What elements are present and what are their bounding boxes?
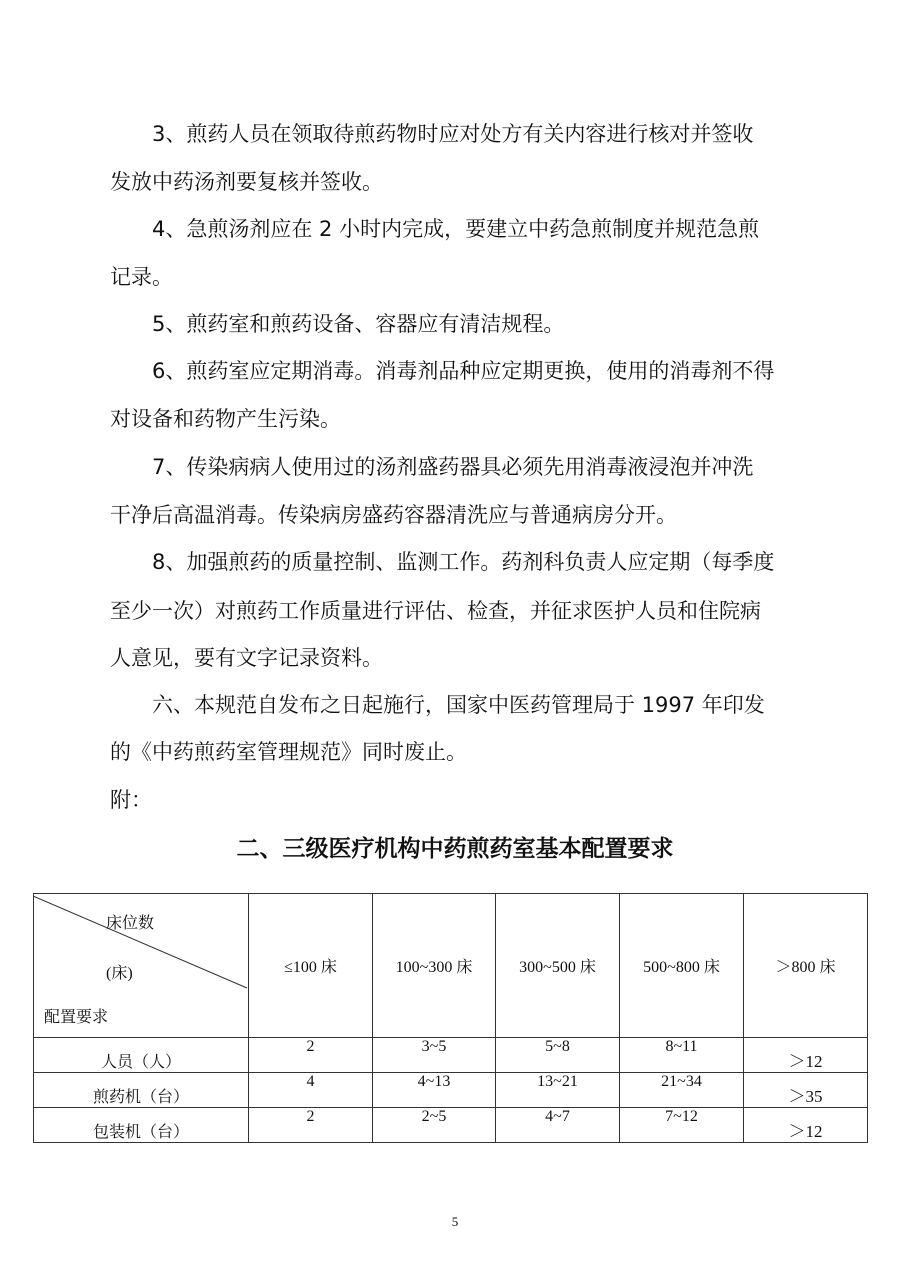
table-cell: 2	[249, 1038, 373, 1073]
paragraph-line: 8、加强煎药的质量控制、监测工作。药剂科负责人应定期（每季度	[152, 550, 775, 574]
table-cell: ＞12	[744, 1038, 868, 1073]
column-header: ＞800 床	[744, 894, 868, 1038]
table-cell: 4	[249, 1073, 373, 1108]
table-cell: 3~5	[373, 1038, 496, 1073]
paragraph-line: 的《中药煎药室管理规范》同时废止。	[110, 740, 467, 764]
paragraph-line: 6、煎药室应定期消毒。消毒剂品种应定期更换，使用的消毒剂不得	[152, 359, 775, 383]
table-title: 二、三级医疗机构中药煎药室基本配置要求	[236, 836, 674, 862]
table-cell: 2~5	[373, 1108, 496, 1143]
row-label: 煎药机（台）	[34, 1073, 249, 1108]
column-header: 500~800 床	[620, 894, 744, 1038]
table-cell: 8~11	[620, 1038, 744, 1073]
row-label: 包装机（台）	[34, 1108, 249, 1143]
paragraph-line: 六、本规范自发布之日起施行，国家中医药管理局于 1997 年印发	[152, 693, 765, 717]
table-cell: 4~13	[373, 1073, 496, 1108]
table-row	[34, 1108, 868, 1143]
paragraph-line: 人意见，要有文字记录资料。	[110, 646, 383, 670]
table-row	[34, 1038, 868, 1073]
paragraph-line: 3、煎药人员在领取待煎药物时应对处方有关内容进行核对并签收	[152, 122, 754, 146]
paragraph-line: 7、传染病病人使用过的汤剂盛药器具必须先用消毒液浸泡并冲洗	[152, 455, 754, 479]
table-cell: 13~21	[496, 1073, 620, 1108]
column-header: ≤100 床	[249, 894, 373, 1038]
paragraph-line: 5、煎药室和煎药设备、容器应有清洁规程。	[152, 312, 565, 336]
corner-label-requirement: 配置要求	[44, 1007, 109, 1026]
column-header: 300~500 床	[496, 894, 620, 1038]
table-header-row	[34, 894, 868, 1038]
paragraph-line: 记录。	[110, 265, 173, 289]
table-cell: 4~7	[496, 1108, 620, 1143]
paragraph-line: 干净后高温消毒。传染病房盛药容器清洗应与普通病房分开。	[110, 503, 677, 527]
paragraph-line: 至少一次）对煎药工作质量进行评估、检查，并征求医护人员和住院病	[110, 599, 761, 623]
configuration-table	[33, 893, 868, 1143]
table-cell: ＞12	[744, 1108, 868, 1143]
table-corner-cell	[34, 894, 249, 1038]
column-header: 100~300 床	[373, 894, 496, 1038]
page-number: 5	[451, 1214, 459, 1229]
corner-label-unit: (床)	[106, 965, 133, 982]
paragraph-line: 发放中药汤剂要复核并签收。	[110, 170, 383, 194]
table-cell: 2	[249, 1108, 373, 1143]
table-row	[34, 1073, 868, 1108]
table-cell: 21~34	[620, 1073, 744, 1108]
table-cell: 7~12	[620, 1108, 744, 1143]
row-label: 人员（人）	[34, 1038, 249, 1073]
paragraph-line: 4、急煎汤剂应在 2 小时内完成，要建立中药急煎制度并规范急煎	[152, 217, 760, 241]
paragraph-line: 对设备和药物产生污染。	[110, 407, 341, 431]
corner-label-beds: 床位数	[106, 913, 155, 932]
appendix-label: 附：	[110, 788, 152, 812]
table-cell: 5~8	[496, 1038, 620, 1073]
table-cell: ＞35	[744, 1073, 868, 1108]
